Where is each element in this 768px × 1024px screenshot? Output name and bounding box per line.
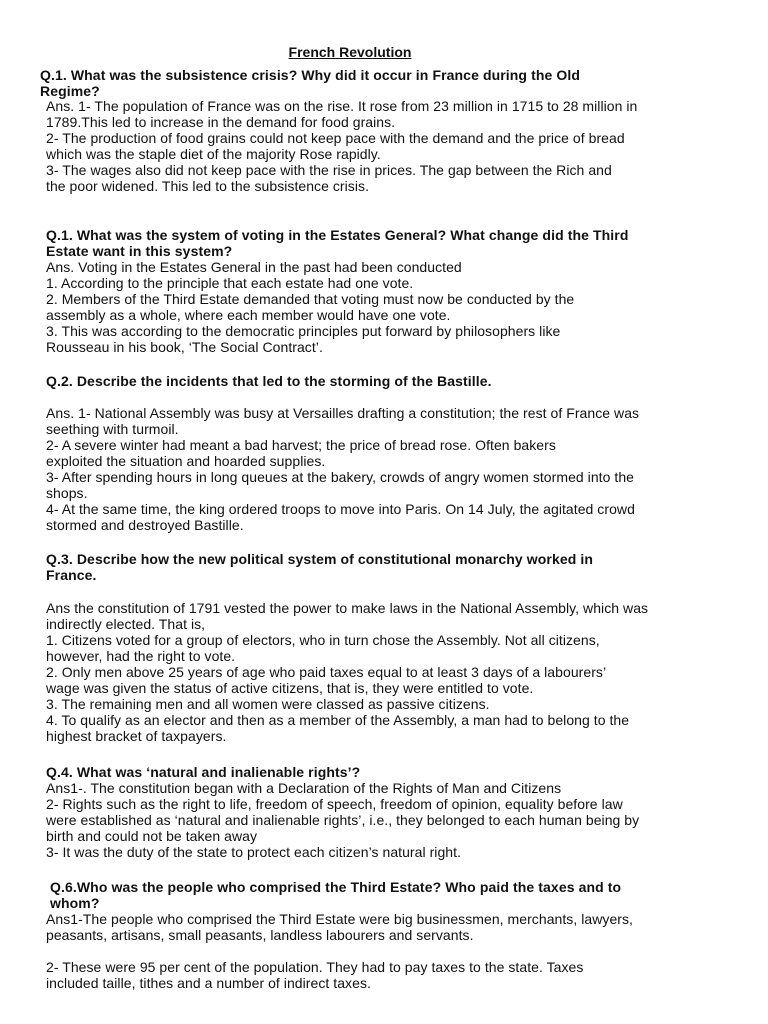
answer-1: Ans. 1- The population of France was on the rise. It rose from 23 million in 1715 to 28 million in 1789.This led to increase in the demand for food grains. 2- The production of food grains could not keep pace with the demand and the price of bread which was the staple diet of the majority Rose rapidly. 3- The wages also did not keep pace with the rise in prices. The gap between the Rich and the poor widened. This led to the subsistence crisis. (46, 98, 638, 194)
answer-5: Ans1-. The constitution began with a Declaration of the Rights of Man and Citizens 2- Rights such as the right to life, freedom of speech, freedom of opinion, equality before law were established as ‘natural and inalienable rights’, i.e., they belonged to each human being by birth and could not be taken away 3- It was the duty of the state to protect each citizen’s natural right. (46, 780, 640, 860)
answer-4: Ans the constitution of 1791 vested the power to make laws in the National Assembly, which was indirectly elected. That is, 1. Citizens voted for a group of electors, who in turn chose the Assembly. Not all citizens, however, had the right to vote. 2. Only men above 25 years of age who paid taxes equal to at least 3 days of a labourers’ wage was given the status of active citizens, that is, they were entitled to vote. 3. The remaining men and all women were classed as passive citizens. 4. To qualify as an elector and then as a member of the Assembly, a man had to belong to the highest bracket of taxpayers. (46, 600, 649, 744)
page-title: French Revolution (288, 44, 412, 60)
question-2: Q.1. What was the system of voting in the Estates General? What change did the Third Estate want in this system? (46, 227, 629, 259)
question-1: Q.1. What was the subsistence crisis? Why did it occur in France during the Old Regime? (40, 67, 580, 99)
question-5: Q.4. What was ‘natural and inalienable rights’? (46, 764, 361, 780)
question-6: Q.6.Who was the people who comprised the Third Estate? Who paid the taxes and to whom? (50, 879, 622, 911)
answer-2: Ans. Voting in the Estates General in the past had been conducted 1. According to the principle that each estate had one vote. 2. Members of the Third Estate demanded that voting must now be conducted by the assembly as a whole, where each member would have one vote. 3. This was according to the democratic principles put forward by philosophers like Rousseau in his book, ‘The Social Contract’. (46, 259, 575, 355)
answer-6: Ans1-The people who comprised the Third Estate were big businessmen, merchants, lawyers, peasants, artisans, small peasants, landless labourers and servants. 2- These were 95 per cent of the population. They had to pay taxes to the state. Taxes included taille, tithes and a number of indirect taxes. (46, 911, 633, 991)
question-4: Q.3. Describe how the new political system of constitutional monarchy worked in France. (46, 551, 594, 583)
question-3: Q.2. Describe the incidents that led to the storming of the Bastille. (46, 373, 492, 389)
answer-3: Ans. 1- National Assembly was busy at Versailles drafting a constitution; the rest of France was seething with turmoil. 2- A severe winter had meant a bad harvest; the price of bread rose. Often bakers exploited the situation and hoarded supplies. 3- After spending hours in long queues at the bakery, crowds of angry women stormed into the shops. 4- At the same time, the king ordered troops to move into Paris. On 14 July, the agitated crowd stormed and destroyed Bastille. (46, 405, 640, 533)
